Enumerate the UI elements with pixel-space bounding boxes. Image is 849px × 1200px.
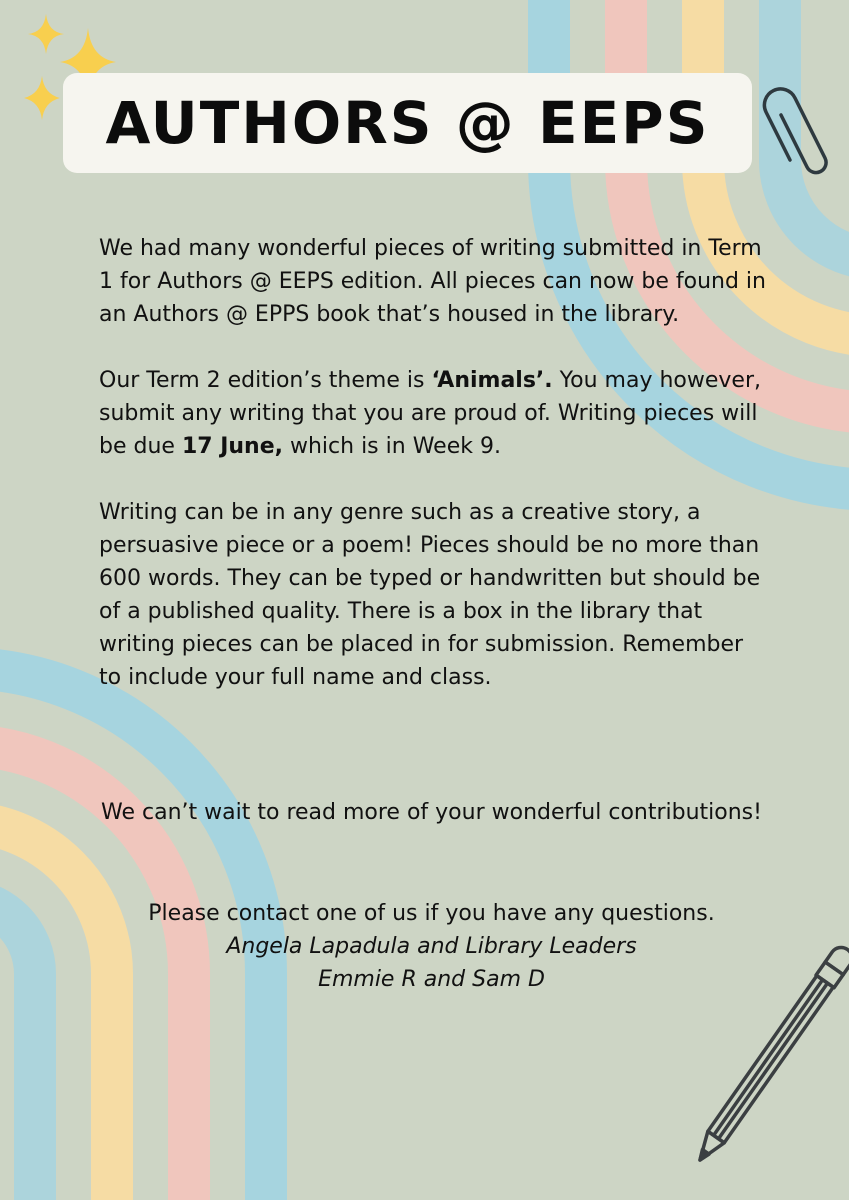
contact-names-students: Emmie R and Sam D bbox=[318, 967, 545, 992]
paragraph-theme bbox=[99, 364, 769, 463]
title-banner bbox=[63, 73, 752, 173]
paragraph-intro: We had many wonderful pieces of writing submitted in Term 1 for Authors @ EEPS edition. All pieces can now be found in an Authors @ EPPS book that’s housed in the library. bbox=[99, 236, 766, 327]
due-date-text: which is in Week 9. bbox=[283, 434, 501, 459]
contact-section bbox=[99, 897, 764, 996]
paragraph-guidelines: Writing can be in any genre such as a creative story, a persuasive piece or a poem! Pieces should be no more than 600 words. They can be typed or handwritten but should be of a published quality. There is a box in the library that writing pieces can be placed in for submission. Remember to include your full name and class. bbox=[99, 500, 761, 690]
closing-message: We can’t wait to read more of your wonderful contributions! bbox=[101, 800, 762, 825]
due-date: 17 June, bbox=[181, 434, 283, 459]
body-text bbox=[99, 232, 769, 727]
theme-text-continued: You may however, submit any writing that you are proud of. Writing pieces will be due bbox=[99, 368, 761, 459]
theme-text: Our Term 2 edition’s theme is bbox=[99, 368, 432, 393]
page-title: AUTHORS @ EEPS bbox=[105, 89, 710, 157]
contact-names: Angela Lapadula and Library Leaders bbox=[226, 934, 637, 959]
theme-highlight: ‘Animals’. bbox=[431, 368, 553, 393]
contact-line: Please contact one of us if you have any questions. bbox=[148, 901, 715, 926]
